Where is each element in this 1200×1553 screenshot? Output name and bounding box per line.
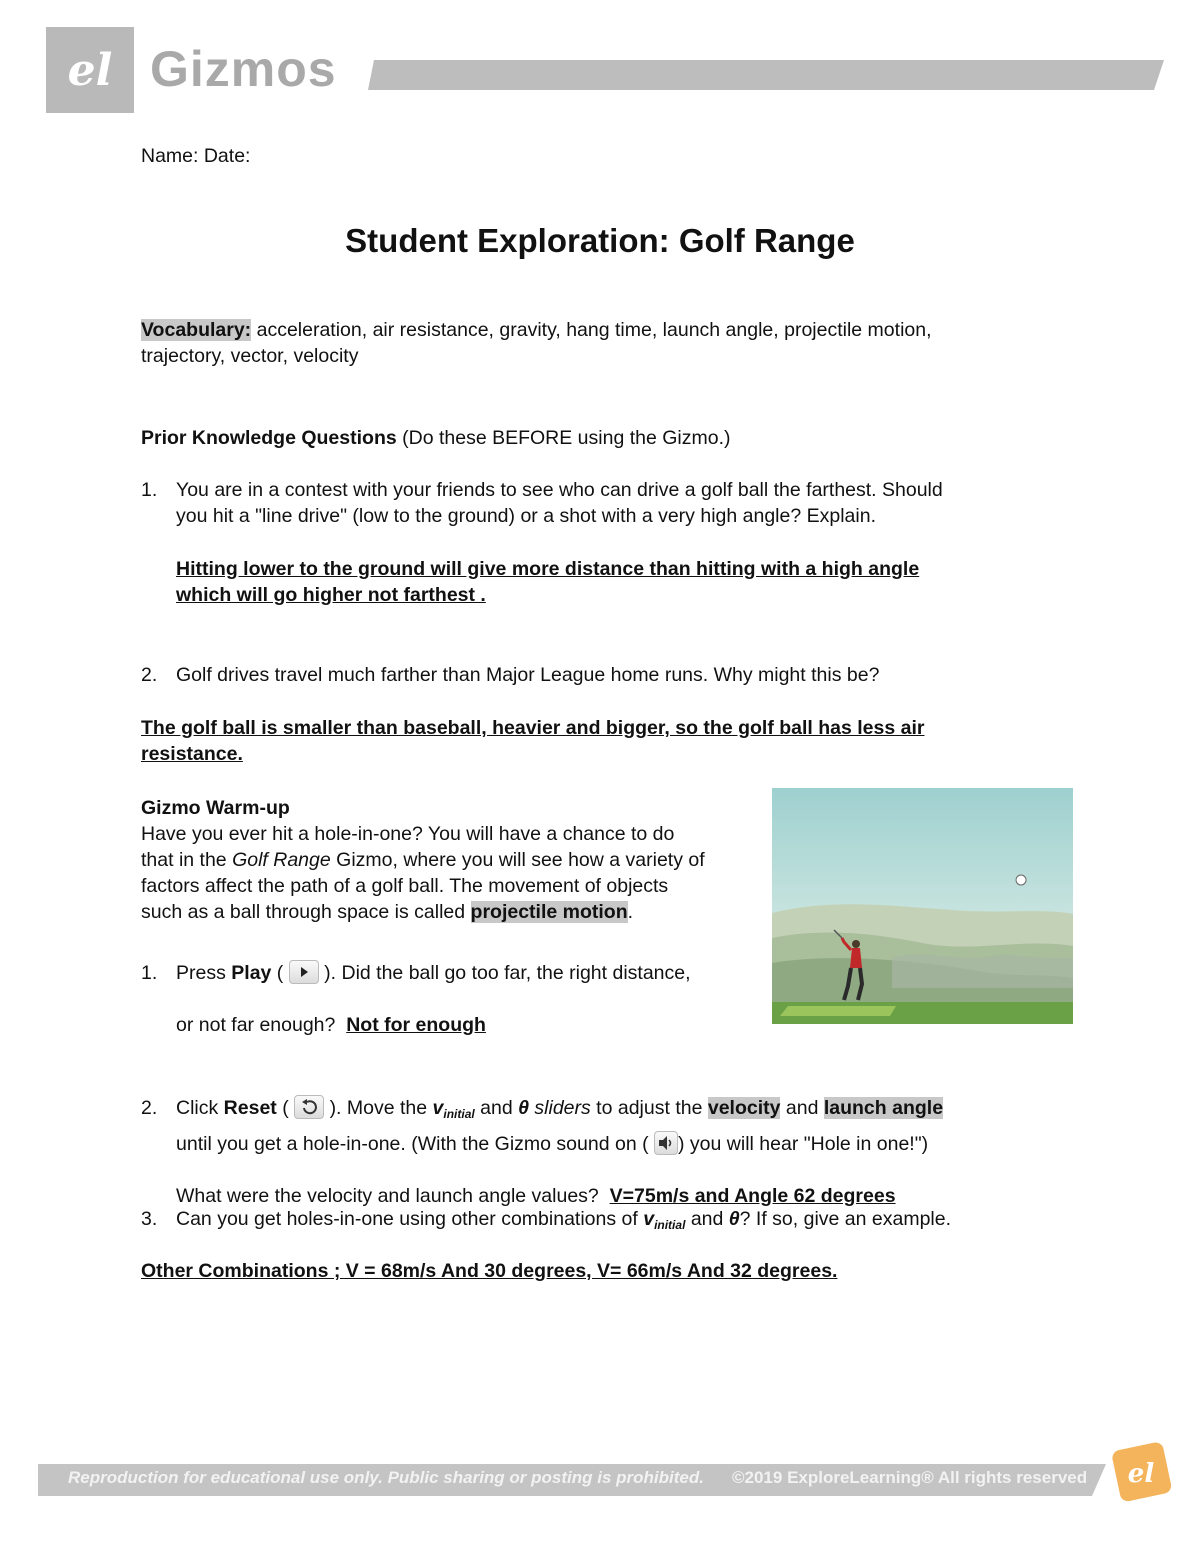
answer-text: V=75m/s and Angle 62 degrees: [609, 1185, 896, 1207]
reset-icon: [294, 1095, 324, 1119]
prior-knowledge-label: Prior Knowledge Questions: [141, 427, 397, 449]
prior-knowledge-heading: [141, 425, 1041, 451]
warmup-answer-3: Other Combinations ; V = 68m/s And 30 degrees, V= 66m/s And 32 degrees.: [141, 1260, 838, 1282]
golf-range-illustration: [772, 788, 1073, 1024]
page-title: Student Exploration: Golf Range: [345, 222, 855, 259]
question-number: 2.: [141, 1097, 158, 1119]
warmup-heading: Gizmo Warm-up: [141, 797, 290, 819]
question-number: 1.: [141, 479, 158, 501]
question-number: 1.: [141, 962, 158, 984]
vocabulary-section: [141, 317, 1041, 369]
answer-text: Not for enough: [346, 1014, 486, 1036]
vocabulary-terms: acceleration, air resistance, gravity, hang time, launch angle, projectile motion,: [251, 319, 932, 341]
question-text: You are in a contest with your friends to see who can drive a golf ball the farthest. Should: [176, 479, 943, 501]
projectile-motion-term: projectile motion: [470, 901, 628, 923]
launch-angle-term: launch angle: [823, 1097, 944, 1119]
brand-name: Gizmos: [150, 41, 337, 97]
play-icon: [289, 960, 319, 984]
name-date-line: Name: Date:: [141, 145, 251, 167]
question-number: 2.: [141, 664, 158, 686]
vocabulary-terms-line2: trajectory, vector, velocity: [141, 345, 359, 367]
prior-question-2: [141, 662, 1061, 688]
footer-logo-mark: el: [1127, 1459, 1155, 1489]
warmup-text: factors affect the path of a golf ball. The movement of objects: [141, 875, 669, 897]
question-text: Golf drives travel much farther than Major League home runs. Why might this be?: [176, 664, 880, 686]
warmup-text: such as a ball through space is called projectile motion.: [141, 901, 634, 923]
warmup-question-3: 3. Can you get holes-in-one using other combinations of $v_{initial}$ and θ? If so, give an example.: [141, 1208, 952, 1232]
explorelearning-logo: [46, 27, 134, 113]
warmup-section: [141, 795, 771, 925]
prior-knowledge-note: (Do these BEFORE using the Gizmo.): [396, 427, 731, 449]
explorelearning-footer-logo: [1108, 1440, 1174, 1506]
warmup-text: Have you ever hit a hole-in-one? You will have a chance to do: [141, 823, 675, 845]
warmup-question-2: 2. Click Reset ( ). Move the $v_{initial}$ and θ sliders to adjust the velocity and launch angle until you get a hole-in-one. (With the Gizmo sound on ( ) you will hear "Hole in one!") What were the velocity and launch angle values? V=75m/s and Angle 62 degrees: [141, 1097, 944, 1207]
answer-text: which will go higher not farthest .: [176, 584, 486, 606]
velocity-term: velocity: [707, 1097, 781, 1119]
prior-answer-1: [176, 556, 1056, 608]
warmup-question-1: 1. Press Play ( ). Did the ball go too far, the right distance, or not far enough? Not for enough: [141, 962, 691, 1036]
prior-question-1: [141, 477, 1061, 529]
question-number: 3.: [141, 1208, 158, 1230]
logo-mark: el: [67, 44, 113, 96]
warmup-text: that in the Golf Range Gizmo, where you will see how a variety of: [141, 849, 705, 871]
vocabulary-label: Vocabulary:: [141, 319, 252, 341]
answer-text: The golf ball is smaller than baseball, heavier and bigger, so the golf ball has less air: [141, 717, 925, 739]
header-bar: [368, 60, 1164, 90]
question-text: you hit a "line drive" (low to the ground) or a shot with a very high angle? Explain.: [176, 505, 876, 527]
prior-answer-2: [141, 715, 1061, 767]
answer-text: Hitting lower to the ground will give more distance than hitting with a high angle: [176, 558, 920, 580]
footer-disclaimer: Reproduction for educational use only. Public sharing or posting is prohibited.: [68, 1468, 704, 1487]
answer-text: resistance.: [141, 743, 243, 765]
sound-icon: [654, 1131, 678, 1155]
footer-copyright: ©2019 ExploreLearning® All rights reserved: [732, 1468, 1088, 1487]
